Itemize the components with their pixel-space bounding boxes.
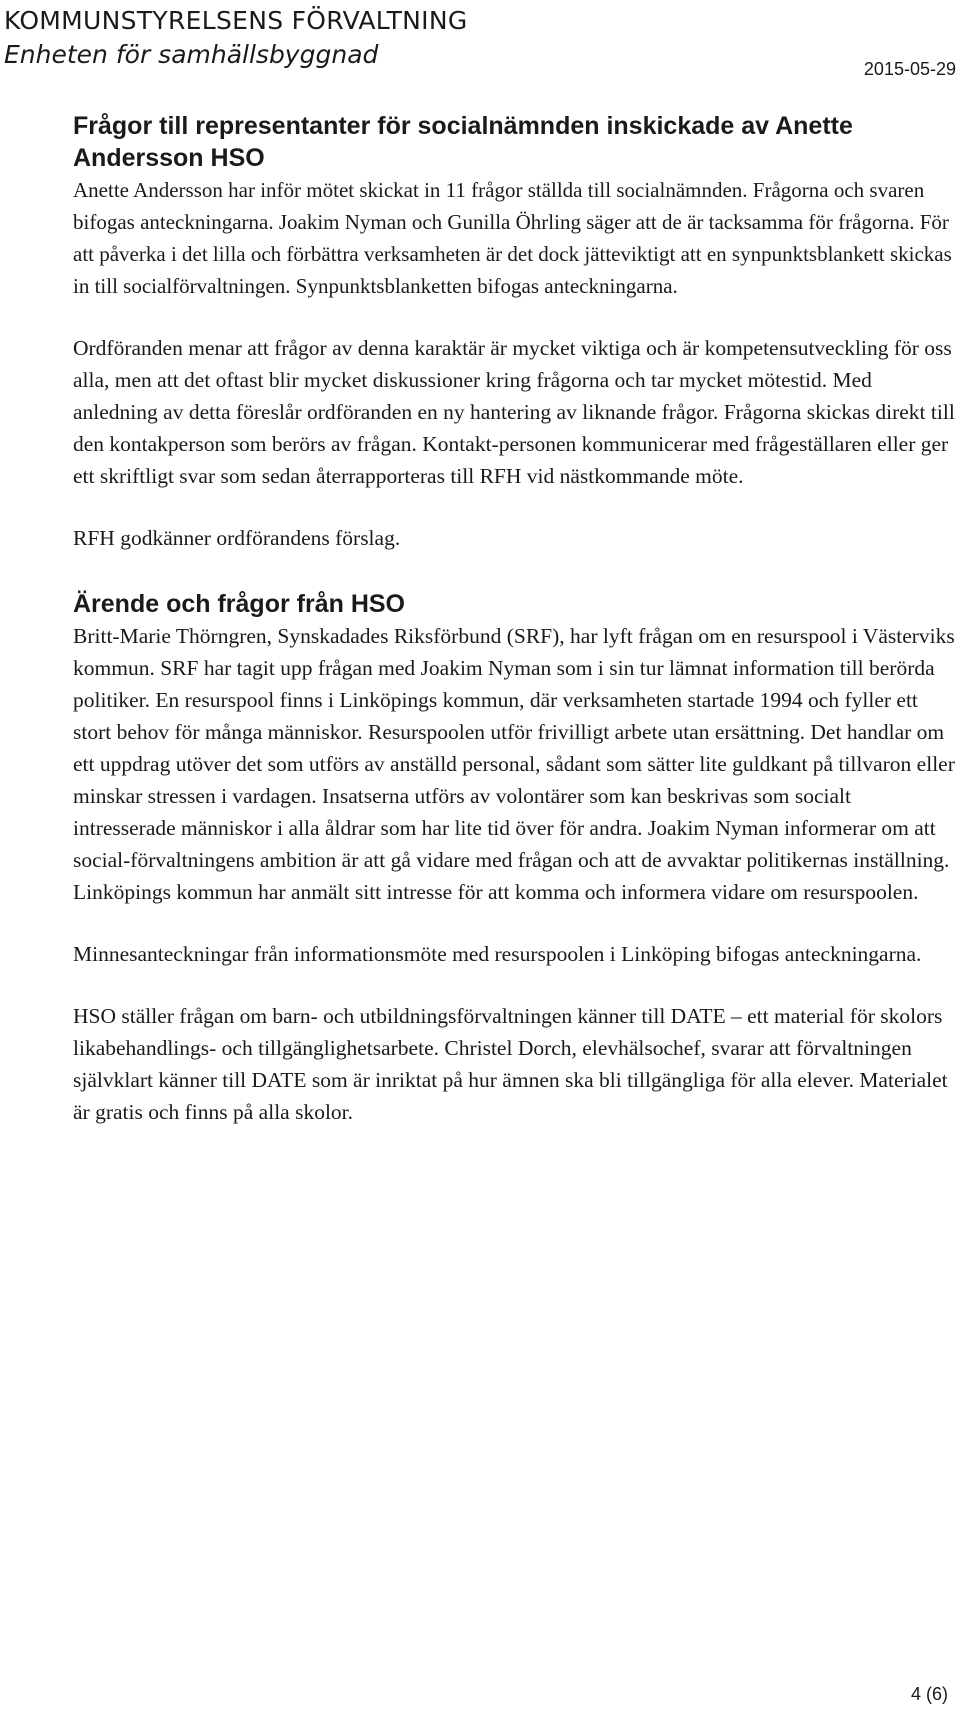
document-body — [73, 110, 957, 1128]
page-number: 4 (6) — [910, 1684, 948, 1704]
paragraph: Minnesanteckningar från informationsmöte med resurspoolen i Linköping bifogas anteckningarna. — [73, 942, 922, 966]
paragraph: RFH godkänner ordförandens förslag. — [73, 526, 401, 550]
unit-name: Enheten för samhällsbyggnad — [4, 40, 379, 69]
paragraph: HSO ställer frågan om barn- och utbildningsförvaltningen känner till DATE – ett material för skolors likabehandlings- och tillgänglighetsarbete. Christel Dorch, elevhälsochef, svarar att förvaltningen självklart känner till DATE som är inriktat på hur ämnen ska bli tillgängliga för alla elever. Materialet är gratis och finns på alla skolor. — [73, 1004, 948, 1124]
paragraph: Britt-Marie Thörngren, Synskadades Riksförbund (SRF), har lyft frågan om en resurspool i Västerviks kommun. SRF har tagit upp frågan med Joakim Nyman som i sin tur lämnat information till berörda politiker. En resurspool finns i Linköpings kommun, där verksamheten startade 1994 och fyller ett stort behov för många människor. Resurspoolen utför frivilligt arbete utan ersättning. Det handlar om ett uppdrag utöver det som utförs av anställd personal, sådant som sätter lite guldkant på tillvaron eller minskar stressen i vardagen. Insatserna utförs av volontärer som kan beskrivas som socialt intresserade människor i alla åldrar som har lite tid över för andra. Joakim Nyman informerar om att social-förvaltningens ambition är att gå vidare med frågan och att de avvaktar politikernas inställning. Linköpings kommun har anmält sitt intresse för att komma och informera vidare om resurspoolen. — [73, 624, 955, 904]
section-heading-questions: Frågor till representanter för socialnämnden inskickade av Anette Andersson HSO — [73, 112, 853, 172]
document-date: 2015-05-29 — [863, 59, 956, 79]
paragraph: Ordföranden menar att frågor av denna karaktär är mycket viktiga och är kompetensutveckling för oss alla, men att det oftast blir mycket diskussioner kring frågorna och tar mycket mötestid. Med anledning av detta föreslår ordföranden en ny hantering av liknande frågor. Frågorna skickas direkt till den kontakperson som berörs av frågan. Kontakt-personen kommunicerar med frågeställaren eller ger ett skriftligt svar som sedan återrapporteras till RFH vid nästkommande möte. — [73, 336, 955, 488]
organization-name: KOMMUNSTYRELSENS FÖRVALTNING — [4, 6, 468, 35]
section-heading-hso: Ärende och frågor från HSO — [73, 590, 405, 618]
paragraph: Anette Andersson har inför mötet skickat in 11 frågor ställda till socialnämnden. Frågorna och svaren bifogas anteckningarna. Joakim Nyman och Gunilla Öhrling säger att de är tacksamma för frågorna. För att påverka i det lilla och förbättra verksamheten är det dock jätteviktigt att en synpunktsblankett skickas in till socialförvaltningen. Synpunktsblanketten bifogas anteckningarna. — [73, 178, 952, 298]
